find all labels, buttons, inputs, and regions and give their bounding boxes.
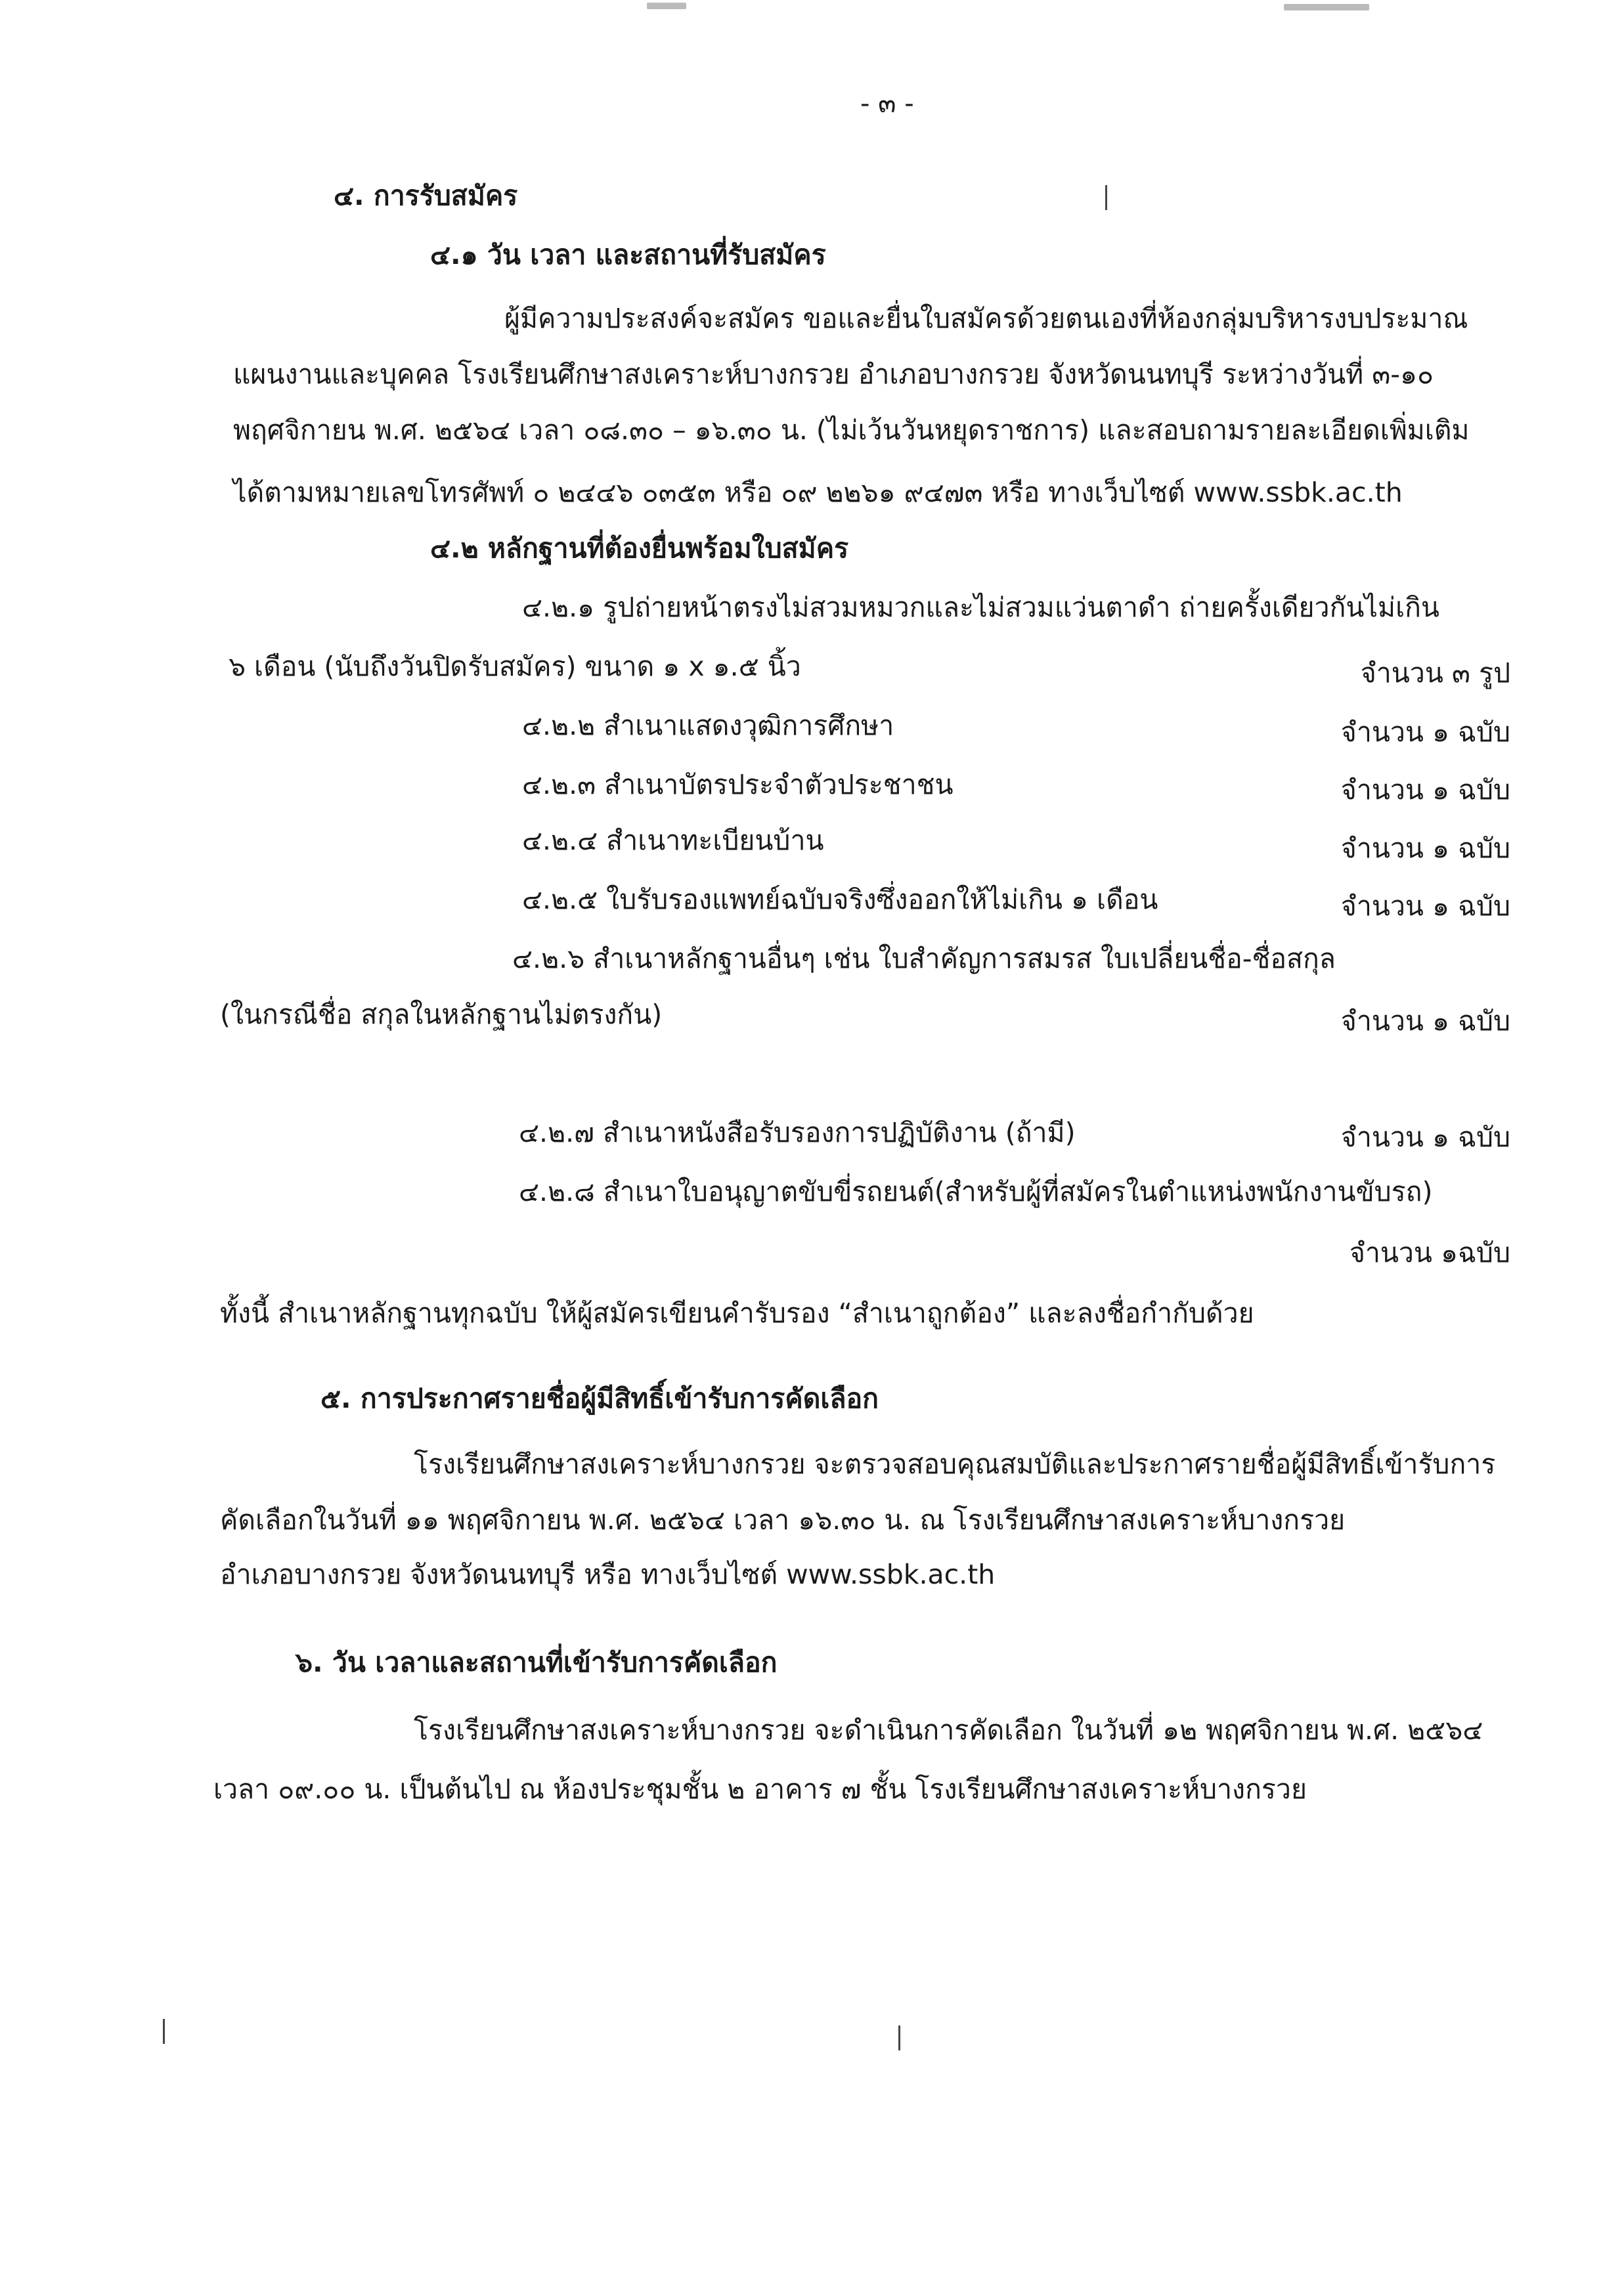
section-5-text: อำเภอบางกรวย จังหวัดนนทบุรี หรือ ทางเว็บไซต์ www.ssbk.ac.th xyxy=(220,1559,996,1590)
document-item: (ในกรณีชื่อ สกุลในหลักฐานไม่ตรงกัน) xyxy=(220,999,663,1030)
document-item: ๔.๒.๗ สำเนาหนังสือรับรองการปฏิบัติงาน (ถ้ามี) xyxy=(519,1117,1076,1148)
section-4-1-text: พฤศจิกายน พ.ศ. ๒๕๖๔ เวลา ๐๘.๓๐ – ๑๖.๓๐ น. (ไม่เว้นวันหยุดราชการ) และสอบถามรายละเอียดเพิ่มเติม xyxy=(233,414,1470,446)
document-item: ๔.๒.๒ สำเนาแสดงวุฒิการศึกษา xyxy=(522,710,894,741)
section-5-text: คัดเลือกในวันที่ ๑๑ พฤศจิกายน พ.ศ. ๒๕๖๔ เวลา ๑๖.๓๐ น. ณ โรงเรียนศึกษาสงเคราะห์บางกรวย xyxy=(220,1504,1346,1536)
document-quantity: จำนวน ๑ ฉบับ xyxy=(1340,1005,1510,1037)
document-quantity: จำนวน ๑ ฉบับ xyxy=(1340,774,1510,806)
document-item: ๔.๒.๕ ใบรับรองแพทย์ฉบับจริงซึ่งออกให้ไม่เกิน ๑ เดือน xyxy=(522,884,1158,915)
section-6-text: เวลา ๐๙.๐๐ น. เป็นต้นไป ณ ห้องประชุมชั้น ๒ อาคาร ๗ ชั้น โรงเรียนศึกษาสงเคราะห์บางกรวย xyxy=(213,1773,1307,1805)
document-quantity: จำนวน ๑ ฉบับ xyxy=(1340,833,1510,864)
section-5-text: โรงเรียนศึกษาสงเคราะห์บางกรวย จะตรวจสอบคุณสมบัติและประกาศรายชื่อผู้มีสิทธิ์เข้ารับการ xyxy=(414,1448,1496,1480)
section-5-heading: ๕. การประกาศรายชื่อผู้มีสิทธิ์เข้ารับการคัดเลือก xyxy=(320,1383,879,1414)
document-item: ๔.๒.๔ สำเนาทะเบียนบ้าน xyxy=(522,825,824,856)
section-4-1-heading: ๔.๑ วัน เวลา และสถานที่รับสมัคร xyxy=(430,239,826,271)
section-4-2-heading: ๔.๒ หลักฐานที่ต้องยื่นพร้อมใบสมัคร xyxy=(430,532,849,564)
scan-speck xyxy=(647,3,686,9)
document-item: ๔.๒.๓ สำเนาบัตรประจำตัวประชาชน xyxy=(522,769,954,800)
document-item: ๔.๒.๘ สำเนาใบอนุญาตขับขี่รถยนต์(สำหรับผู้ที่สมัครในตำแหน่งพนักงานขับรถ) xyxy=(519,1176,1433,1207)
section-4-1-text: ได้ตามหมายเลขโทรศัพท์ ๐ ๒๔๔๖ ๐๓๕๓ หรือ ๐๙ ๒๒๖๑ ๙๔๗๓ หรือ ทางเว็บไซต์ www.ssbk.ac.th xyxy=(233,477,1403,508)
section-4-heading: ๔. การรับสมัคร xyxy=(334,180,518,211)
section-6-heading: ๖. วัน เวลาและสถานที่เข้ารับการคัดเลือก xyxy=(296,1647,778,1678)
document-item: ๖ เดือน (นับถึงวันปิดรับสมัคร) ขนาด ๑ x ๑.๕ นิ้ว xyxy=(229,651,801,682)
section-6-text: โรงเรียนศึกษาสงเคราะห์บางกรวย จะดำเนินการคัดเลือก ในวันที่ ๑๒ พฤศจิกายน พ.ศ. ๒๕๖๔ xyxy=(414,1714,1483,1746)
scan-mark xyxy=(1105,185,1107,210)
document-quantity: จำนวน ๑ ฉบับ xyxy=(1340,1121,1510,1153)
section-4-1-text: แผนงานและบุคคล โรงเรียนศึกษาสงเคราะห์บางกรวย อำเภอบางกรวย จังหวัดนนทบุรี ระหว่างวันที่ ๓-๑๐ xyxy=(233,358,1434,390)
scan-mark xyxy=(163,2019,165,2044)
document-quantity: จำนวน ๑ ฉบับ xyxy=(1340,716,1510,748)
document-quantity: จำนวน ๓ รูป xyxy=(1360,657,1510,689)
section-4-1-text: ผู้มีความประสงค์จะสมัคร ขอและยื่นใบสมัครด้วยตนเองที่ห้องกลุ่มบริหารงบประมาณ xyxy=(504,303,1468,334)
document-item: ๔.๒.๖ สำเนาหลักฐานอื่นๆ เช่น ใบสำคัญการสมรส ใบเปลี่ยนชื่อ-ชื่อสกุล xyxy=(512,943,1336,974)
document-quantity: จำนวน ๑ฉบับ xyxy=(1349,1237,1510,1268)
section-4-note: ทั้งนี้ สำเนาหลักฐานทุกฉบับ ให้ผู้สมัครเขียนคำรับรอง “สำเนาถูกต้อง” และลงชื่อกำกับด้วย xyxy=(220,1297,1254,1329)
scan-speck xyxy=(1284,4,1369,11)
page-number: - ๓ - xyxy=(860,89,914,119)
document-item: ๔.๒.๑ รูปถ่ายหน้าตรงไม่สวมหมวกและไม่สวมแว่นตาดำ ถ่ายครั้งเดียวกันไม่เกิน xyxy=(522,592,1439,623)
document-quantity: จำนวน ๑ ฉบับ xyxy=(1340,890,1510,922)
scan-mark xyxy=(898,2025,900,2050)
